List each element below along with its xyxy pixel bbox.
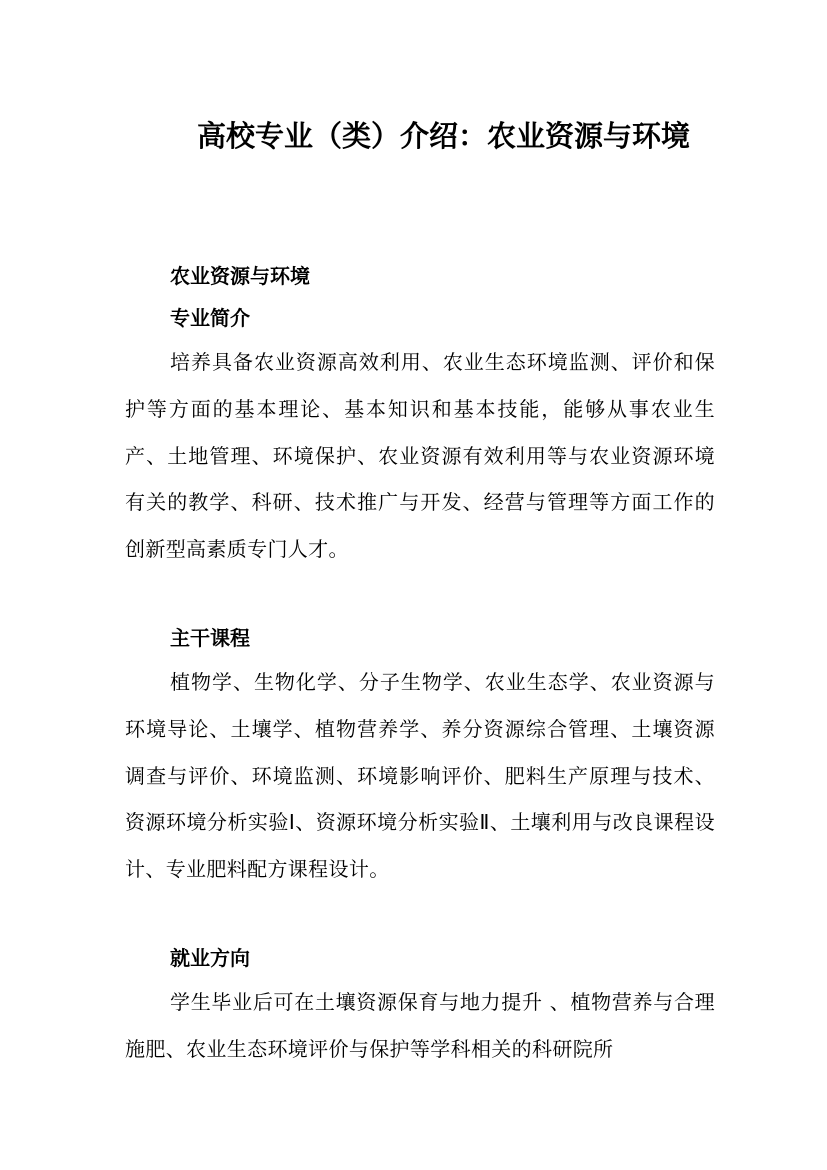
courses-heading: 主干课程 — [170, 625, 250, 650]
document-body — [125, 255, 715, 1073]
intro-heading: 专业简介 — [170, 306, 250, 330]
document-title: 高校专业（类）介绍：农业资源与环境 — [196, 119, 690, 153]
major-name-heading: 农业资源与环境 — [170, 264, 310, 288]
careers-heading: 就业方向 — [170, 945, 250, 970]
section-spacer — [125, 573, 715, 617]
intro-paragraph: 培养具备农业资源高效利用、农业生态环境监测、评价和保护等方面的基本理论、基本知识和基本技能，能够从事农业生产、土地管理、环境保护、农业资源有效利用等与农业资源环境有关的教学、科研、技术推广与开发、经营与管理等方面工作的创新型高素质专门人才。 — [125, 350, 715, 562]
courses-paragraph: 植物学、生物化学、分子生物学、农业生态学、农业资源与环境导论、土壤学、植物营养学、养分资源综合管理、土壤资源调查与评价、环境监测、环境影响评价、肥料生产原理与技术、资源环境分析实验Ⅰ、资源环境分析实验Ⅱ、土壤利用与改良课程设计、专业肥料配方课程设计。 — [125, 669, 715, 882]
careers-paragraph: 学生毕业后可在土壤资源保育与地力提升 、植物营养与合理施肥、农业生态环境评价与保护等学科相关的科研院所 — [125, 989, 715, 1061]
section-spacer — [125, 893, 715, 937]
